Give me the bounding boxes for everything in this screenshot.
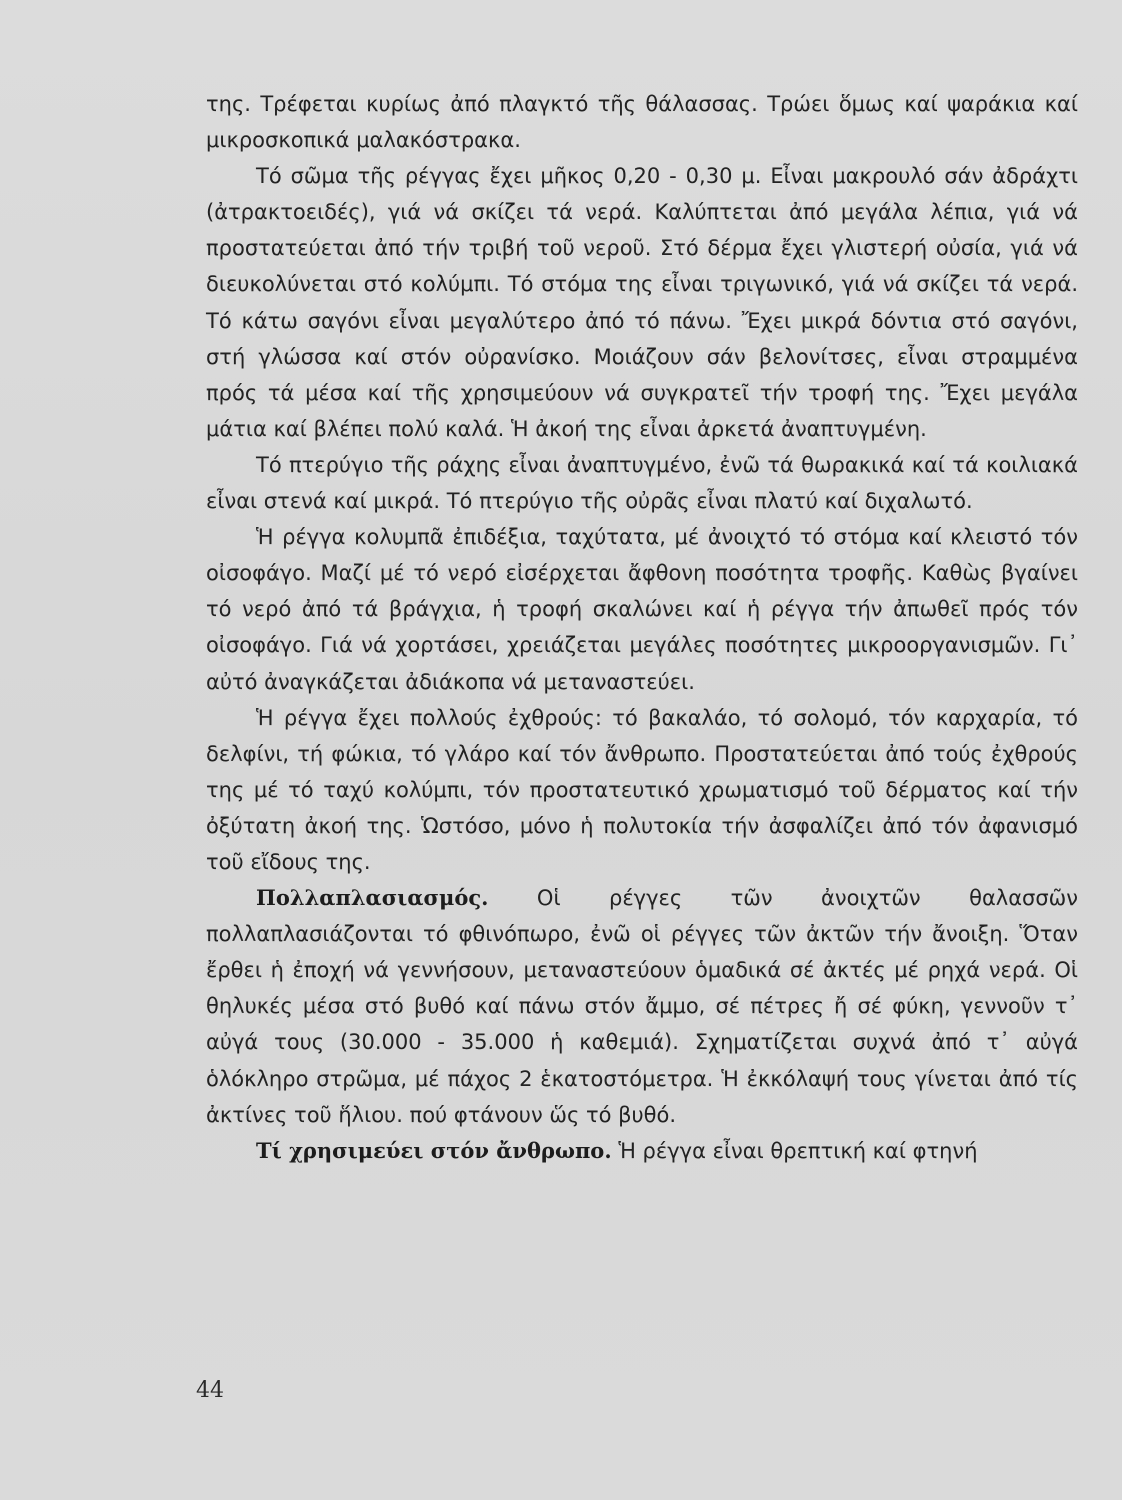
- paragraph-text: Ἡ ρέγγα κολυμπᾶ ἐπιδέξια, ταχύτατα, μέ ἀνοιχτό τό στόμα καί κλειστό τόν οἰσοφάγο. Μαζί μέ τό νερό εἰσέρχεται ἄφθονη ποσότητα τροφῆς. Καθὼς βγαίνει τό νερό ἀπό τά βράγχια, ἡ τροφή σκαλώνει καί ἡ ρέγγα τήν ἀπωθεῖ πρός τόν οἰσοφάγο. Γιά νά χορτάσει, χρειάζεται μεγάλες ποσότητες μικροοργανισμῶν. Γι᾿ αὐτό ἀναγκάζεται ἀδιάκοπα νά μεταναστεύει.: [206, 525, 1078, 694]
- body-text: [206, 86, 1078, 1169]
- section-heading-usefulness: Τί χρησιμεύει στόν ἄνθρωπο.: [256, 1137, 612, 1163]
- paragraph-text: Τό σῶμα τῆς ρέγγας ἔχει μῆκος 0,20 - 0,30 μ. Εἶναι μακρουλό σάν ἀδράχτι (ἀτρακτοειδές), γιά νά σκίζει τά νερά. Καλύπτεται ἀπό μεγάλα λέπια, γιά νά προστατεύεται ἀπό τήν τριβή τοῦ νεροῦ. Στό δέρμα ἔχει γλιστερή οὐσία, γιά νά διευκολύνεται στό κολύμπι. Τό στόμα της εἶναι τριγωνικό, γιά νά σκίζει τά νερά. Τό κάτω σαγόνι εἶναι μεγαλύτερο ἀπό τό πάνω. Ἔχει μικρά δόντια στό σαγόνι, στή γλώσσα καί στόν οὐρανίσκο. Μοιάζουν σάν βελονίτσες, εἶναι στραμμένα πρός τά μέσα καί τῆς χρησιμεύουν νά συγκρατεῖ τήν τροφή της. Ἔχει μεγάλα μάτια καί βλέπει πολύ καλά. Ἡ ἀκοή της εἶναι ἀρκετά ἀναπτυγμένη.: [206, 164, 1078, 441]
- paragraph-text: Ἡ ρέγγα ἔχει πολλούς ἐχθρούς: τό βακαλάο, τό σολομό, τόν καρχαρία, τό δελφίνι, τή φώκια, τό γλάρο καί τόν ἄνθρωπο. Προστατεύεται ἀπό τούς ἐχθρούς της μέ τό ταχύ κολύμπι, τόν προστατευτικό χρωματισμό τοῦ δέρματος καί τήν ὀξύτατη ἀκοή της. Ὡστόσο, μόνο ἡ πολυτοκία τήν ἀσφαλίζει ἀπό τόν ἀφανισμό τοῦ εἴδους της.: [206, 705, 1078, 874]
- paragraph-body-shape: [206, 158, 1078, 447]
- section-heading-reproduction: Πολλαπλασιασμός.: [256, 885, 489, 911]
- paragraph-continuation: [206, 86, 1078, 158]
- paragraph-text: της. Τρέφεται κυρίως ἀπό πλαγκτό τῆς θάλασσας. Τρώει ὅμως καί ψαράκια καί μικροσκοπικά μαλακόστρακα.: [206, 92, 1078, 153]
- paragraph-text: Τό πτερύγιο τῆς ράχης εἶναι ἀναπτυγμένο, ἐνῶ τά θωρακικά καί τά κοιλιακά εἶναι στενά καί μικρά. Τό πτερύγιο τῆς οὐρᾶς εἶναι πλατύ καί διχαλωτό.: [206, 452, 1078, 514]
- paragraph-text: Οἱ ρέγγες τῶν ἀνοιχτῶν θαλασσῶν πολλαπλασιάζονται τό φθινόπωρο, ἐνῶ οἱ ρέγγες τῶν ἀκτῶν τήν ἄνοιξη. Ὅταν ἔρθει ἡ ἐποχή νά γεννήσουν, μεταναστεύουν ὁμαδικά σέ ἀκτές μέ ρηχά νερά. Οἱ θηλυκές μέσα στό βυθό καί πάνω στόν ἄμμο, σέ πέτρες ἤ σέ φύκη, γεννοῦν τ᾿ αὐγά τους (30.000 - 35.000 ἡ καθεμιά). Σχηματίζεται συχνά ἀπό τ᾿ αὐγά ὁλόκληρο στρῶμα, μέ πάχος 2 ἑκατοστόμετρα. Ἡ ἐκκόλαψή τους γίνεται ἀπό τίς ἀκτίνες τοῦ ἥλιου. πού φτάνουν ὥς τό βυθό.: [206, 886, 1078, 1127]
- paragraph-swimming: [206, 519, 1078, 699]
- paragraph-text: Ἡ ρέγγα εἶναι θρεπτική καί φτηνή: [611, 1138, 978, 1163]
- paragraph-enemies: [206, 700, 1078, 880]
- paragraph-usefulness: [206, 1133, 1078, 1169]
- paragraph-reproduction: [206, 880, 1078, 1133]
- page-number: 44: [196, 1378, 224, 1403]
- paragraph-fins: [206, 447, 1078, 519]
